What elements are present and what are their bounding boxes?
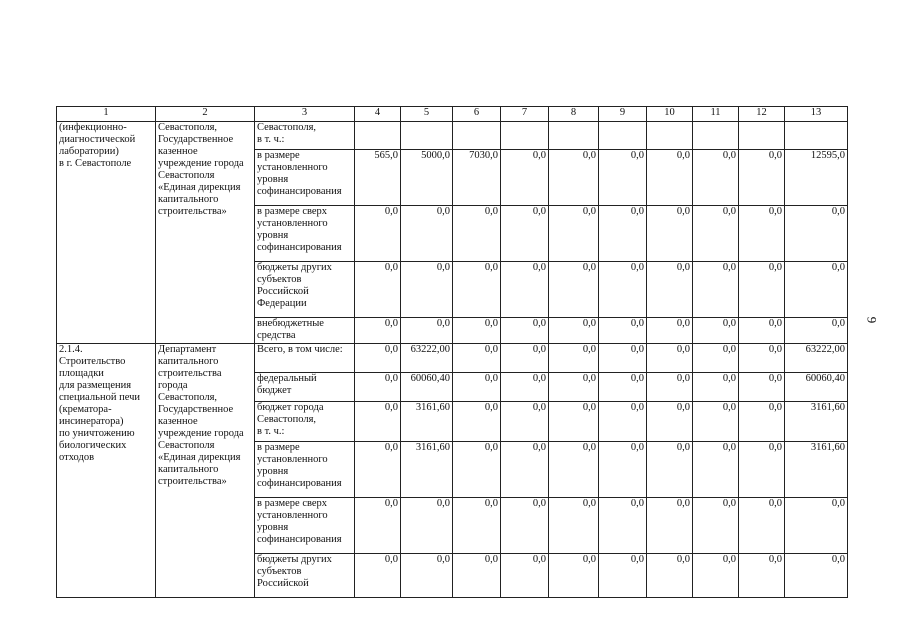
column-header: 1 [57, 107, 156, 122]
executor-line: Государственное [158, 134, 234, 145]
funding-source-line: субъектов [257, 274, 302, 285]
column-header: 6 [453, 107, 501, 122]
program-item-line: Строительство [59, 356, 126, 367]
funding-source-cell [255, 498, 355, 554]
amount-cell: 3161,60 [785, 402, 848, 442]
funding-source-line: Севастополя, [257, 122, 317, 133]
executor-cell [156, 122, 255, 344]
amount-cell: 0,0 [599, 344, 647, 373]
amount-cell: 0,0 [453, 344, 501, 373]
amount-cell [501, 122, 549, 150]
amount-cell: 0,0 [549, 498, 599, 554]
program-item-line: лаборатории) [59, 146, 119, 157]
funding-source-line: в размере [257, 150, 300, 161]
amount-cell: 0,0 [549, 402, 599, 442]
amount-cell: 0,0 [693, 344, 739, 373]
amount-cell: 0,0 [453, 206, 501, 262]
amount-cell: 0,0 [785, 318, 848, 344]
column-header: 7 [501, 107, 549, 122]
amount-cell: 60060,40 [401, 373, 453, 402]
amount-cell: 0,0 [453, 554, 501, 598]
amount-cell: 0,0 [739, 344, 785, 373]
column-header: 3 [255, 107, 355, 122]
amount-cell: 0,0 [599, 498, 647, 554]
amount-cell [693, 122, 739, 150]
column-number-row [57, 107, 848, 122]
amount-cell: 0,0 [501, 554, 549, 598]
amount-cell [599, 122, 647, 150]
amount-cell: 0,0 [647, 373, 693, 402]
funding-source-line: уровня [257, 466, 289, 477]
amount-cell: 0,0 [647, 206, 693, 262]
amount-cell [355, 122, 401, 150]
amount-cell: 0,0 [739, 318, 785, 344]
program-item-line: биологических [59, 440, 127, 451]
executor-line: казенное [158, 146, 198, 157]
program-item-line: по уничтожению [59, 428, 135, 439]
amount-cell: 0,0 [599, 262, 647, 318]
funding-source-line: установленного [257, 454, 328, 465]
program-item-line: диагностической [59, 134, 136, 145]
column-header: 13 [785, 107, 848, 122]
amount-cell: 0,0 [647, 402, 693, 442]
executor-line: учреждение города [158, 428, 244, 439]
amount-cell: 0,0 [599, 554, 647, 598]
funding-source-cell [255, 402, 355, 442]
executor-line: строительства» [158, 206, 227, 217]
amount-cell: 63222,00 [401, 344, 453, 373]
amount-cell: 0,0 [355, 373, 401, 402]
funding-source-line: бюджеты других [257, 554, 332, 565]
amount-cell: 0,0 [693, 554, 739, 598]
funding-source-line: внебюджетные [257, 318, 324, 329]
amount-cell: 0,0 [453, 498, 501, 554]
funding-source-line: бюджеты других [257, 262, 332, 273]
amount-cell: 0,0 [501, 373, 549, 402]
amount-cell: 0,0 [693, 150, 739, 206]
funding-source-line: уровня [257, 174, 289, 185]
program-item-cell [57, 122, 156, 344]
executor-line: капитального [158, 194, 219, 205]
amount-cell: 0,0 [401, 498, 453, 554]
funding-source-line: софинансирования [257, 478, 342, 489]
amount-cell: 0,0 [501, 402, 549, 442]
amount-cell: 0,0 [739, 150, 785, 206]
funding-source-line: Российской [257, 578, 309, 589]
amount-cell [549, 122, 599, 150]
funding-source-line: Российской [257, 286, 309, 297]
amount-cell: 0,0 [693, 442, 739, 498]
amount-cell: 0,0 [549, 373, 599, 402]
amount-cell: 0,0 [401, 318, 453, 344]
column-header: 12 [739, 107, 785, 122]
amount-cell: 0,0 [739, 206, 785, 262]
amount-cell: 0,0 [599, 150, 647, 206]
amount-cell: 3161,60 [401, 402, 453, 442]
amount-cell: 0,0 [501, 318, 549, 344]
amount-cell [647, 122, 693, 150]
column-header: 5 [401, 107, 453, 122]
amount-cell: 0,0 [355, 498, 401, 554]
column-header: 10 [647, 107, 693, 122]
executor-line: «Единая дирекция [158, 452, 241, 463]
amount-cell: 0,0 [693, 262, 739, 318]
executor-line: капитального [158, 356, 219, 367]
amount-cell: 0,0 [739, 262, 785, 318]
column-header: 11 [693, 107, 739, 122]
program-item-line: для размещения [59, 380, 132, 391]
program-item-line: отходов [59, 452, 95, 463]
executor-line: Департамент [158, 344, 217, 355]
funding-source-line: Всего, в том числе: [257, 344, 343, 355]
amount-cell: 60060,40 [785, 373, 848, 402]
amount-cell: 0,0 [693, 206, 739, 262]
amount-cell: 0,0 [549, 442, 599, 498]
amount-cell: 0,0 [785, 262, 848, 318]
program-item-line: (инфекционно- [59, 122, 127, 133]
amount-cell: 565,0 [355, 150, 401, 206]
amount-cell: 0,0 [401, 554, 453, 598]
amount-cell: 0,0 [693, 318, 739, 344]
funding-source-line: установленного [257, 162, 328, 173]
program-item-line: специальной печи [59, 392, 140, 403]
amount-cell: 0,0 [549, 554, 599, 598]
amount-cell: 0,0 [647, 442, 693, 498]
funding-source-cell [255, 318, 355, 344]
column-header: 8 [549, 107, 599, 122]
amount-cell [401, 122, 453, 150]
amount-cell: 0,0 [355, 442, 401, 498]
amount-cell: 0,0 [401, 262, 453, 318]
amount-cell: 3161,60 [401, 442, 453, 498]
amount-cell: 0,0 [355, 344, 401, 373]
funding-source-line: субъектов [257, 566, 302, 577]
funding-source-line: в т. ч.: [257, 134, 285, 145]
amount-cell: 0,0 [401, 206, 453, 262]
amount-cell: 0,0 [549, 262, 599, 318]
column-header: 9 [599, 107, 647, 122]
funding-source-cell [255, 554, 355, 598]
amount-cell [739, 122, 785, 150]
amount-cell: 0,0 [647, 554, 693, 598]
funding-source-line: в т. ч.: [257, 426, 285, 437]
executor-line: Севастополя [158, 440, 215, 451]
amount-cell: 0,0 [453, 402, 501, 442]
amount-cell: 0,0 [453, 318, 501, 344]
budget-table [56, 106, 848, 598]
funding-source-line: уровня [257, 522, 289, 533]
executor-cell [156, 344, 255, 598]
amount-cell: 0,0 [693, 373, 739, 402]
funding-source-cell [255, 344, 355, 373]
executor-line: капитального [158, 464, 219, 475]
funding-source-cell [255, 442, 355, 498]
amount-cell: 0,0 [355, 206, 401, 262]
funding-source-cell [255, 262, 355, 318]
executor-line: города [158, 380, 188, 391]
funding-source-line: установленного [257, 218, 328, 229]
amount-cell: 0,0 [549, 150, 599, 206]
funding-source-line: софинансирования [257, 534, 342, 545]
amount-cell: 12595,0 [785, 150, 848, 206]
executor-line: Севастополя, [158, 392, 218, 403]
amount-cell: 5000,0 [401, 150, 453, 206]
program-item-line: (крематора- [59, 404, 112, 415]
amount-cell: 0,0 [501, 498, 549, 554]
amount-cell: 3161,60 [785, 442, 848, 498]
executor-line: казенное [158, 416, 198, 427]
amount-cell: 0,0 [739, 498, 785, 554]
funding-source-cell [255, 150, 355, 206]
executor-line: учреждение города [158, 158, 244, 169]
funding-source-line: в размере [257, 442, 300, 453]
executor-line: строительства [158, 368, 222, 379]
amount-cell: 0,0 [549, 206, 599, 262]
amount-cell: 0,0 [599, 442, 647, 498]
amount-cell: 0,0 [785, 498, 848, 554]
amount-cell: 0,0 [739, 554, 785, 598]
amount-cell: 63222,00 [785, 344, 848, 373]
funding-source-line: Федерации [257, 298, 307, 309]
funding-source-line: в размере сверх [257, 206, 328, 217]
amount-cell: 0,0 [453, 262, 501, 318]
program-item-line: инсинератора) [59, 416, 124, 427]
amount-cell: 0,0 [501, 262, 549, 318]
column-header: 4 [355, 107, 401, 122]
amount-cell: 0,0 [647, 498, 693, 554]
amount-cell: 0,0 [501, 150, 549, 206]
amount-cell: 0,0 [739, 373, 785, 402]
amount-cell: 0,0 [599, 206, 647, 262]
funding-source-line: софинансирования [257, 186, 342, 197]
amount-cell: 0,0 [785, 554, 848, 598]
program-item-line: 2.1.4. [59, 344, 83, 355]
program-item-cell [57, 344, 156, 598]
amount-cell: 0,0 [693, 402, 739, 442]
program-item-line: в г. Севастополе [59, 158, 132, 169]
amount-cell: 0,0 [599, 402, 647, 442]
executor-line: «Единая дирекция [158, 182, 241, 193]
page-number: 9 [864, 316, 880, 324]
amount-cell: 0,0 [693, 498, 739, 554]
funding-source-cell [255, 122, 355, 150]
amount-cell: 0,0 [647, 344, 693, 373]
amount-cell: 0,0 [739, 402, 785, 442]
amount-cell: 0,0 [355, 318, 401, 344]
column-header: 2 [156, 107, 255, 122]
amount-cell: 0,0 [355, 402, 401, 442]
amount-cell: 0,0 [453, 442, 501, 498]
table-row [57, 122, 848, 150]
amount-cell: 7030,0 [453, 150, 501, 206]
program-item-line: площадки [59, 368, 104, 379]
funding-source-line: бюджет города [257, 402, 324, 413]
amount-cell: 0,0 [355, 554, 401, 598]
amount-cell: 0,0 [453, 373, 501, 402]
funding-source-line: Севастополя, [257, 414, 317, 425]
funding-source-line: софинансирования [257, 242, 342, 253]
funding-source-line: средства [257, 330, 296, 341]
funding-source-line: установленного [257, 510, 328, 521]
amount-cell: 0,0 [647, 150, 693, 206]
funding-source-cell [255, 373, 355, 402]
executor-line: Государственное [158, 404, 234, 415]
amount-cell: 0,0 [647, 318, 693, 344]
amount-cell: 0,0 [785, 206, 848, 262]
amount-cell: 0,0 [549, 344, 599, 373]
amount-cell: 0,0 [599, 318, 647, 344]
amount-cell: 0,0 [647, 262, 693, 318]
amount-cell [453, 122, 501, 150]
amount-cell: 0,0 [501, 344, 549, 373]
executor-line: строительства» [158, 476, 227, 487]
amount-cell: 0,0 [355, 262, 401, 318]
amount-cell: 0,0 [599, 373, 647, 402]
amount-cell [785, 122, 848, 150]
amount-cell: 0,0 [501, 442, 549, 498]
executor-line: Севастополя [158, 170, 215, 181]
executor-line: Севастополя, [158, 122, 218, 133]
funding-source-line: уровня [257, 230, 289, 241]
funding-source-line: федеральный [257, 373, 317, 384]
funding-source-line: в размере сверх [257, 498, 328, 509]
amount-cell: 0,0 [501, 206, 549, 262]
funding-source-cell [255, 206, 355, 262]
table-row [57, 344, 848, 373]
amount-cell: 0,0 [739, 442, 785, 498]
amount-cell: 0,0 [549, 318, 599, 344]
funding-source-line: бюджет [257, 385, 292, 396]
